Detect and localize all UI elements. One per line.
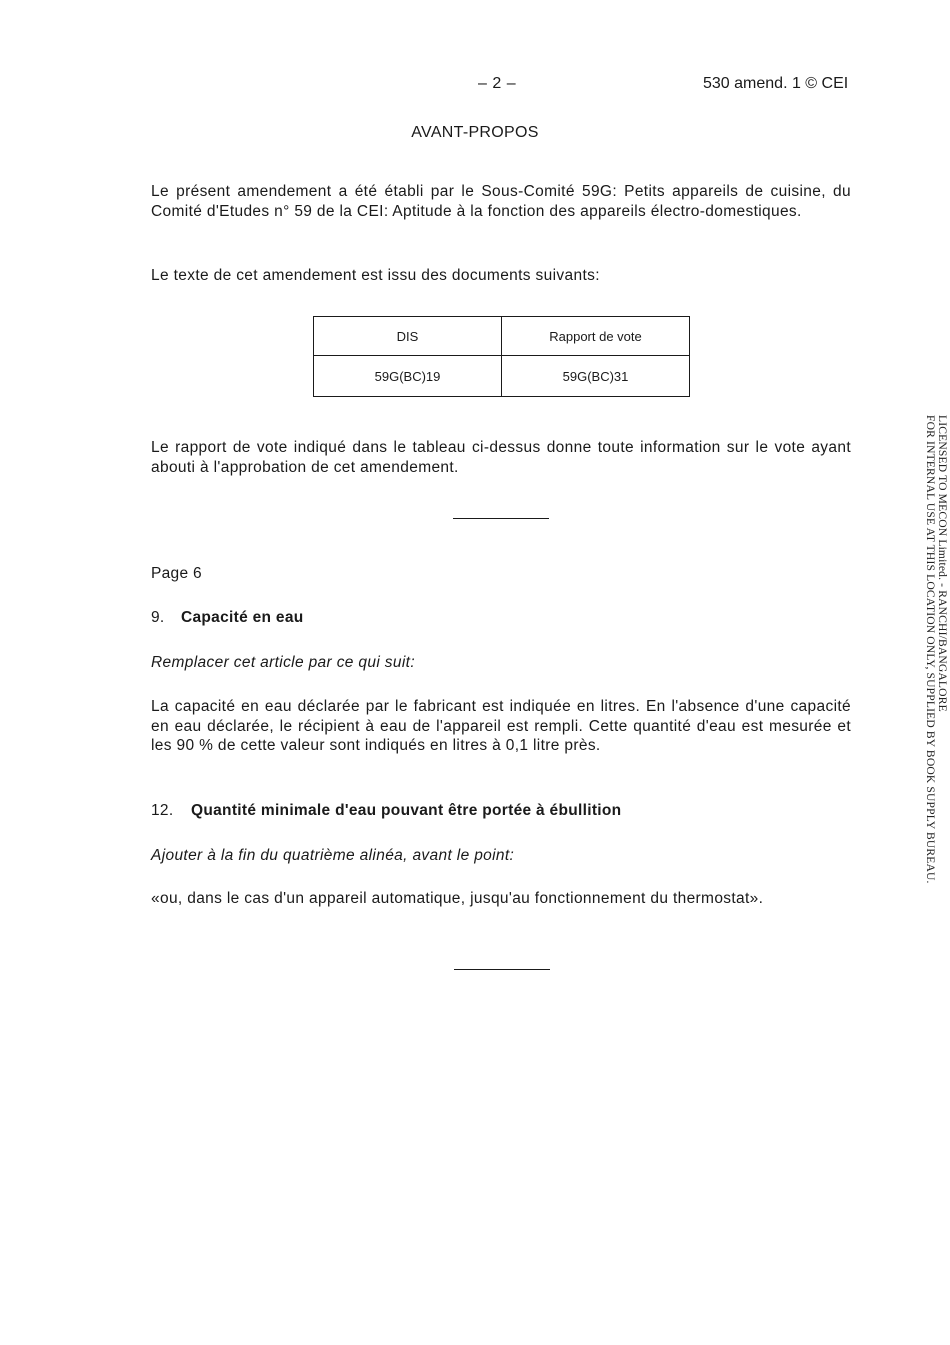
section-9-heading (151, 609, 304, 627)
section-12-text: «ou, dans le cas d'un appareil automatique, jusqu'au fonctionnement du thermostat». (151, 890, 764, 907)
license-watermark (918, 415, 948, 935)
table-header-row (314, 317, 690, 356)
end-divider (454, 969, 550, 970)
table-header-voting-report: Rapport de vote (502, 317, 690, 356)
table-header-dis: DIS (314, 317, 502, 356)
section-12-heading (151, 802, 621, 820)
documents-intro-paragraph: Le texte de cet amendement est issu des documents suivants: (151, 267, 600, 284)
table-cell-voting-report: 59G(BC)31 (502, 356, 690, 397)
page-reference: Page 6 (151, 565, 202, 582)
section-9-text: La capacité en eau déclarée par le fabricant est indiquée en litres. En l'absence d'une capacité en eau déclarée, le récipient à eau de l'appareil est rempli. Cette quantité d'eau est mesurée et les 90 % de cette valeur sont indiqués en litres à 0,1 litre près. (151, 698, 851, 754)
section-9-instruction: Remplacer cet article par ce qui suit: (151, 654, 415, 671)
source-documents-table (313, 316, 690, 397)
section-divider (453, 518, 549, 519)
watermark-line-1: LICENSED TO MECON Limited. - RANCHI/BANGALORE (936, 415, 949, 712)
table-cell-dis: 59G(BC)19 (314, 356, 502, 397)
document-reference: 530 amend. 1 © CEI (703, 75, 849, 92)
page-number: – 2 – (478, 75, 517, 92)
section-9-title: Capacité en eau (181, 609, 304, 626)
section-12-instruction: Ajouter à la fin du quatrième alinéa, avant le point: (151, 847, 515, 864)
section-12-number: 12. (151, 802, 174, 819)
foreword-title: AVANT-PROPOS (411, 124, 539, 141)
watermark-line-2: FOR INTERNAL USE AT THIS LOCATION ONLY, SUPPLIED BY BOOK SUPPLY BUREAU. (924, 415, 937, 884)
section-12-title: Quantité minimale d'eau pouvant être portée à ébullition (191, 802, 622, 819)
section-9-number: 9. (151, 609, 165, 626)
table-row (314, 356, 690, 397)
voting-note-paragraph: Le rapport de vote indiqué dans le tableau ci-dessus donne toute information sur le vote ayant abouti à l'approbation de cet amendement. (151, 439, 851, 476)
foreword-intro-paragraph: Le présent amendement a été établi par le Sous-Comité 59G: Petits appareils de cuisine, du Comité d'Etudes n° 59 de la CEI: Aptitude à la fonction des appareils électro-domestiques. (151, 183, 851, 220)
